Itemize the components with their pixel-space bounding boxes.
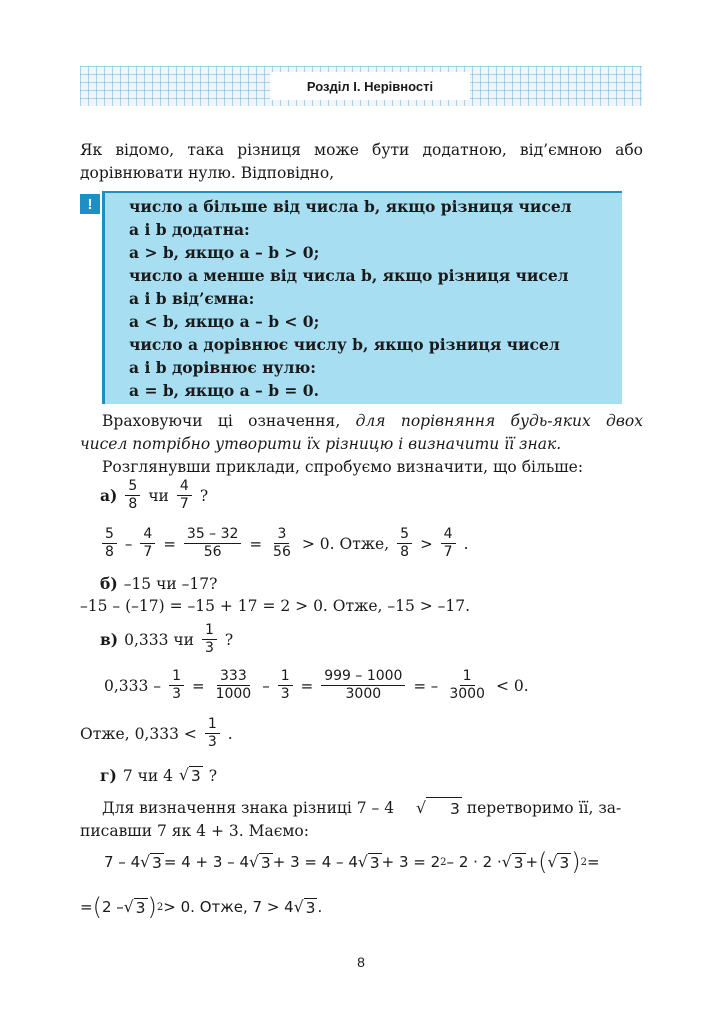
rule-line: число a менше від числа b, якщо різниця чисел	[129, 266, 569, 285]
example-b-question: б) –15 чи –17?	[100, 574, 218, 593]
paragraph-examples-intro: Розглянувши приклади, спробуємо визначити, що більше:	[102, 458, 584, 476]
rule-line: число a більше від числа b, якщо різниця чисел	[129, 197, 572, 216]
example-a-solution: $\frac{5}{8}$ – $\frac{4}{7}$ = $\frac{35 - 32}{56}$ = $\frac{3}{56}$ > 0. Отже, $\frac{5}{8}$ > $\frac{4}{7}$ .	[100, 526, 469, 561]
paragraph-definitions-cont: чисел потрібно утворити їх різницю і визначити її знак.	[80, 435, 562, 453]
chapter-title: Розділ I. Нерівності	[270, 72, 470, 100]
rule-line: a < b, якщо a – b < 0;	[129, 312, 320, 331]
example-b-solution: –15 – (–17) = –15 + 17 = 2 > 0. Отже, –15 > –17.	[80, 597, 471, 615]
page-number: 8	[357, 954, 365, 970]
example-g-equation-2: = ( 2 – √ 3 ) 2 > 0. Отже, 7 > 4 √ 3 .	[80, 893, 323, 921]
rule-line: a = b, якщо a – b = 0.	[129, 381, 319, 400]
rule-line: a > b, якщо a – b > 0;	[129, 243, 320, 262]
example-v-conclusion: Отже, 0,333 < $\frac{1}{3}$ .	[80, 716, 233, 750]
example-a-question: а) $\frac{5}{8}$ чи $\frac{4}{7}$ ?	[100, 478, 209, 512]
example-g-paragraph-1: Для визначення знака різниці 7 – 4 √ 3 перетворимо її, за-	[80, 797, 643, 821]
rule-line: число a дорівнює числу b, якщо різниця чисел	[129, 335, 560, 354]
exclamation-icon: !	[80, 194, 100, 214]
rule-line: a і b додатна:	[129, 220, 250, 239]
example-g-paragraph-2: писавши 7 як 4 + 3. Маємо:	[80, 822, 309, 840]
example-g-question: г) 7 чи 4 √ 3 ?	[100, 766, 218, 785]
rule-line: a і b від’ємна:	[129, 289, 255, 308]
example-g-equation-1: 7 – 4 √ 3 = 4 + 3 – 4 √ 3 + 3 = 4 – 4 √ 3 + 3 = 2 2 – 2 · 2 · √ 3 + ( √ 3 ) 2 =	[104, 848, 600, 876]
example-v-solution: 0,333 – $\frac{1}{3}$ = $\frac{333}{1000}$ – $\frac{1}{3}$ = $\frac{999 - 1000}{3000}$ = – $\frac{1}{3000}$ < 0.	[104, 668, 529, 702]
paragraph-definitions: Враховуючи ці означення, для порівняння будь-яких двох	[102, 412, 643, 430]
intro-line-1: Як відомо, така різниця може бути додатною, від’ємною або	[80, 141, 643, 159]
intro-line-2: дорівнювати нулю. Відповідно,	[80, 164, 335, 182]
rule-line: a і b дорівнює нулю:	[129, 358, 317, 377]
example-v-question: в) 0,333 чи $\frac{1}{3}$ ?	[100, 622, 234, 656]
